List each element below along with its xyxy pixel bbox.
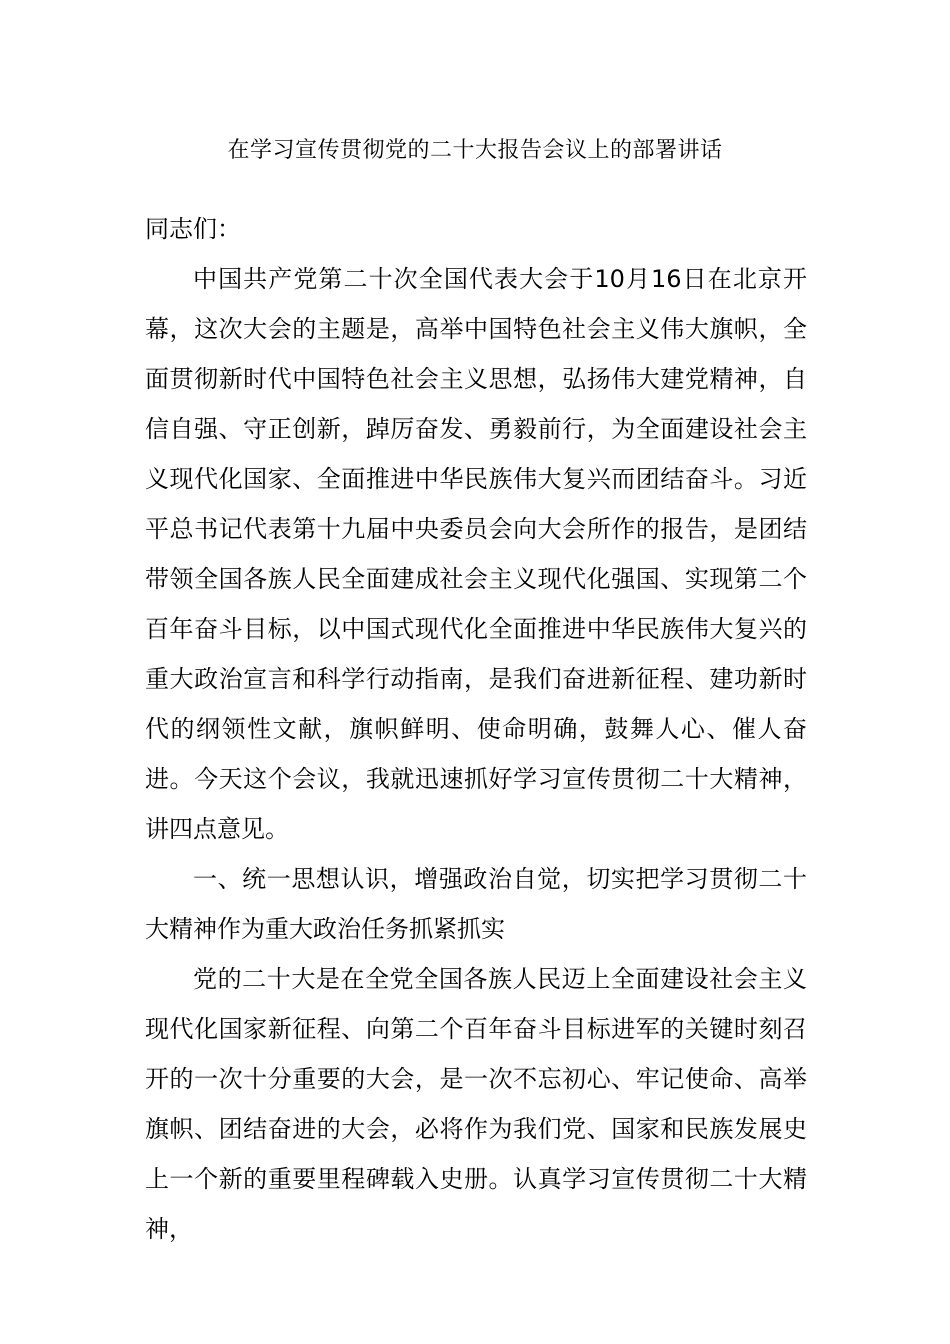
document-title: 在学习宣传贯彻党的二十大报告会议上的部署讲话	[227, 138, 723, 163]
document-body	[145, 204, 807, 1254]
section-heading-1: 一、统一思想认识，增强政治自觉，切实把学习贯彻二十大精神作为重大政治任务抓紧抓实	[145, 865, 807, 943]
paragraph-section-1: 党的二十大是在全党全国各族人民迈上全面建设社会主义现代化国家新征程、向第二个百年奋斗目标进军的关键时刻召开的一次十分重要的大会，是一次不忘初心、牢记使命、高举旗帜、团结奋进的大会，必将作为我们党、国家和民族发展史上一个新的重要里程碑载入史册。认真学习宣传贯彻二十大精神，	[145, 965, 807, 1243]
paragraph-intro: 中国共产党第二十次全国代表大会于10月16日在北京开幕，这次大会的主题是，高举中国特色社会主义伟大旗帜，全面贯彻新时代中国特色社会主义思想，弘扬伟大建党精神，自信自强、守正创新，踔厉奋发、勇毅前行，为全面建设社会主义现代化国家、全面推进中华民族伟大复兴而团结奋斗。习近平总书记代表第十九届中央委员会向大会所作的报告，是团结带领全国各族人民全面建成社会主义现代化强国、实现第二个百年奋斗目标，以中国式现代化全面推进中华民族伟大复兴的重大政治宣言和科学行动指南，是我们奋进新征程、建功新时代的纲领性文献，旗帜鲜明、使命明确，鼓舞人心、催人奋进。今天这个会议，我就迅速抓好学习宣传贯彻二十大精神，讲四点意见。	[145, 265, 807, 843]
salutation: 同志们：	[145, 215, 241, 243]
